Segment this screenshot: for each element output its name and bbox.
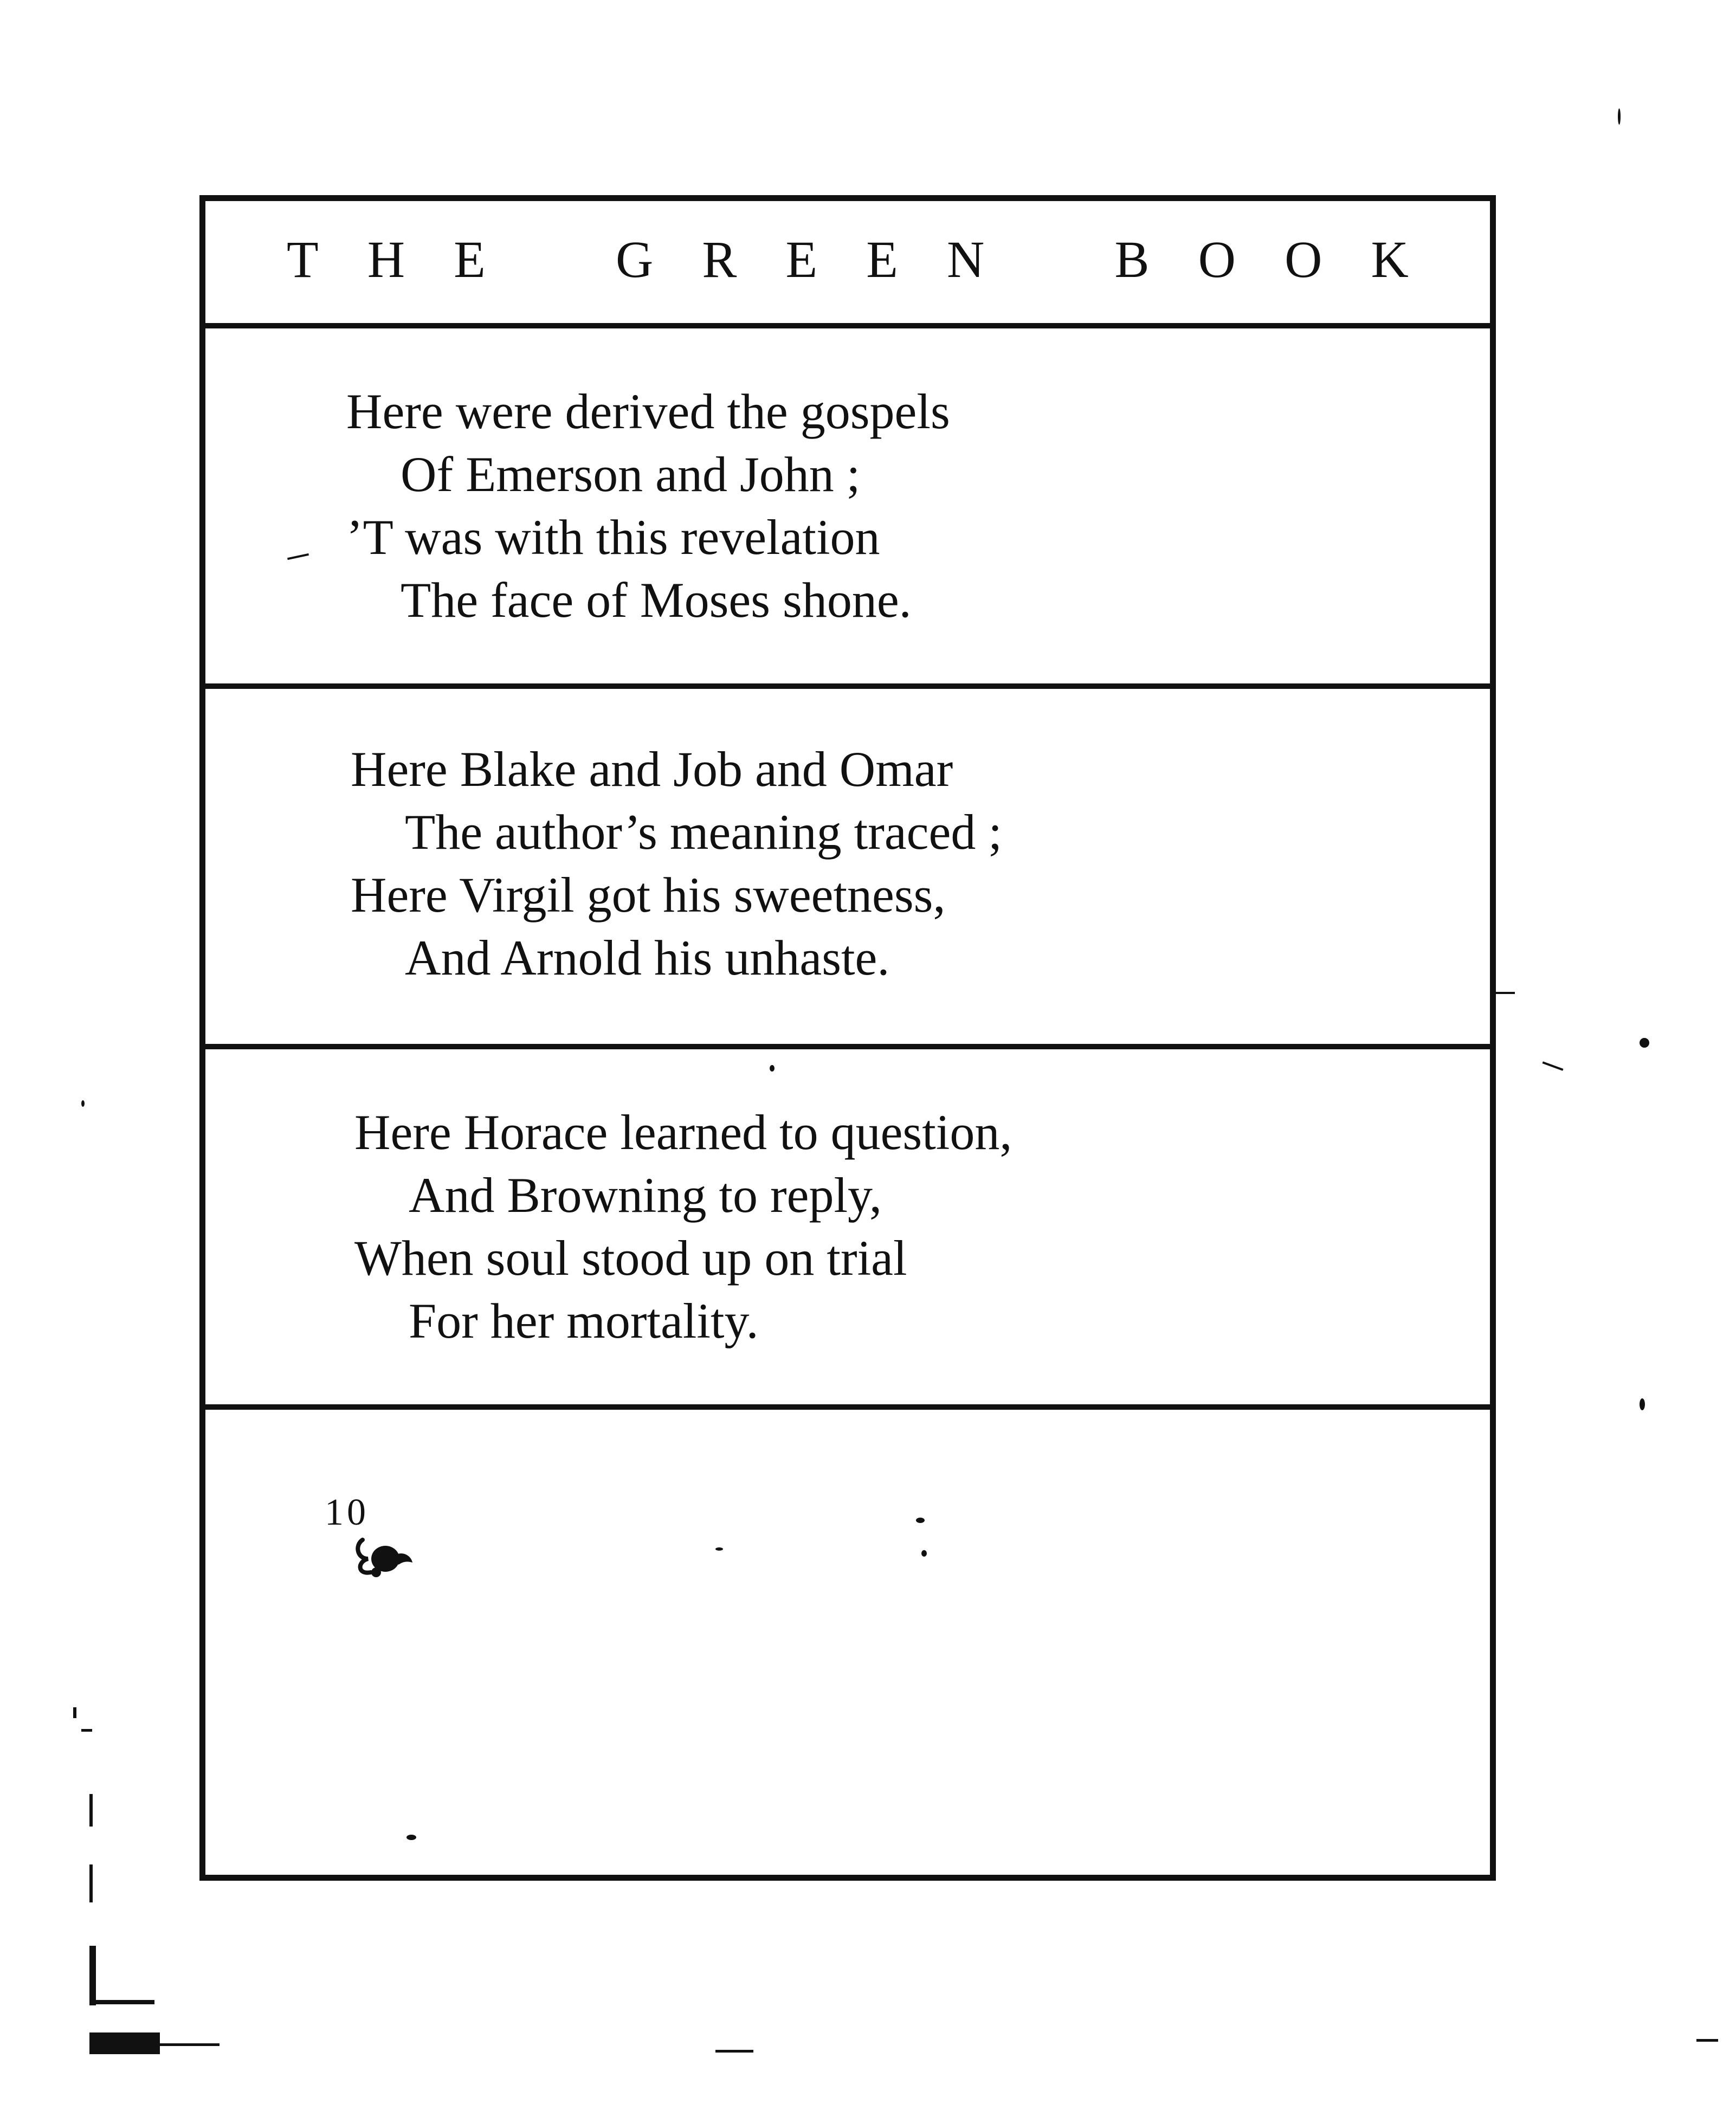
running-title (287, 230, 1409, 288)
scan-artifact (1640, 1038, 1649, 1048)
verse-line: Of Emerson and John ; (401, 447, 861, 502)
footer-cell (205, 1410, 1490, 1876)
scan-artifact (1696, 2039, 1718, 2042)
scan-artifact (73, 1707, 76, 1718)
stanza (351, 738, 1002, 989)
title-letter: R (702, 230, 737, 288)
stanza (354, 1101, 1012, 1352)
scan-artifact (89, 1864, 93, 1902)
title-letter: E (454, 230, 486, 288)
divider (205, 1044, 1490, 1049)
scan-artifact (715, 1547, 723, 1551)
scan-artifact (81, 1729, 92, 1732)
scan-artifact (916, 1518, 925, 1523)
scan-artifact (770, 1065, 775, 1072)
verse-line: When soul stood up on trial (354, 1230, 907, 1286)
title-letter: H (367, 230, 405, 288)
title-letter: O (1285, 230, 1322, 288)
verse-line: The author’s meaning traced ; (405, 804, 1002, 860)
page-number: 10 (325, 1492, 369, 1533)
scan-artifact (1493, 992, 1515, 994)
stanza (346, 380, 950, 631)
header-cell (205, 201, 1490, 326)
verse-line: Here Blake and Job and Omar (351, 741, 953, 797)
verse-line: Here Virgil got his sweetness, (351, 867, 946, 922)
verse-line: The face of Moses shone. (401, 572, 912, 628)
divider (205, 323, 1490, 328)
verse-line: ’T was with this revelation (346, 509, 880, 565)
scan-artifact (89, 2032, 160, 2054)
title-letter: N (947, 230, 985, 288)
title-letter: E (785, 230, 818, 288)
scan-artifact (1543, 1061, 1564, 1070)
title-letter: O (1198, 230, 1236, 288)
verse-line: Here were derived the gospels (346, 384, 950, 439)
verse-line: Here Horace learned to question, (354, 1105, 1012, 1160)
divider (205, 1404, 1490, 1410)
scan-artifact (81, 1100, 85, 1107)
scan-artifact (406, 1835, 416, 1840)
title-letter: G (615, 230, 654, 288)
scan-artifact (921, 1550, 927, 1557)
title-spacer (1033, 234, 1066, 286)
title-letter: B (1114, 230, 1150, 288)
verse-line: And Browning to reply, (409, 1167, 882, 1223)
stanza-cell (205, 328, 1490, 686)
scan-artifact (1618, 108, 1621, 125)
title-letter: E (866, 230, 898, 288)
scan-artifact (89, 2000, 154, 2004)
divider (205, 683, 1490, 689)
fleuron-icon (352, 1529, 417, 1583)
title-spacer (534, 234, 567, 286)
scan-artifact (160, 2043, 220, 2046)
scan-artifact (89, 1794, 93, 1827)
title-letter: K (1371, 230, 1409, 288)
scan-artifact (89, 1946, 96, 2005)
stanza-cell (205, 1049, 1490, 1407)
page-frame (199, 195, 1496, 1881)
scan-artifact (715, 2050, 753, 2053)
verse-line: And Arnold his unhaste. (405, 930, 890, 985)
scan-artifact (1640, 1398, 1645, 1410)
verse-line: For her mortality. (409, 1293, 759, 1348)
title-letter: T (287, 230, 319, 288)
stanza-cell (205, 689, 1490, 1047)
